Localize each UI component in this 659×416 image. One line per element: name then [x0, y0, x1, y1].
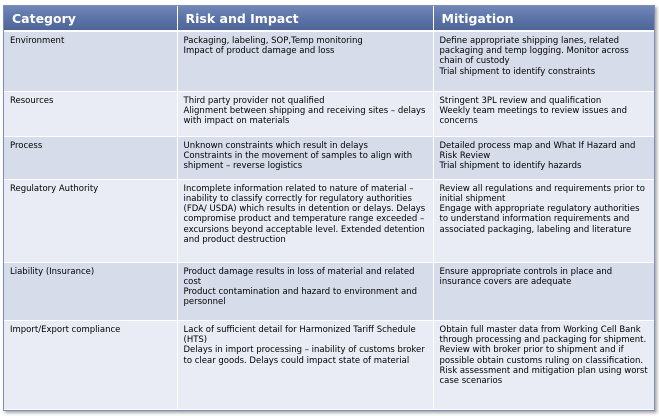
- table-row: [4, 179, 654, 262]
- mitigation-cell: Review all regulations and requirements prior to initial shipment Engage with appropriate regulatory authorities to understand information requirements and associated packaging, labeling and literature: [433, 179, 654, 262]
- risk-cell: Product damage results in loss of material and related cost Product contamination and hazard to environment and personnel: [177, 262, 433, 320]
- table-row: [4, 91, 654, 136]
- mitigation-cell: Ensure appropriate controls in place and insurance covers are adequate: [433, 262, 654, 320]
- category-cell: Import/Export compliance: [4, 320, 177, 409]
- mitigation-cell: Obtain full master data from Working Cell Bank through processing and packaging for shipment. Review with broker prior to shipment and if possible obtain customs ruling on classification. Risk assessment and mitigation plan using worst case scenarios: [433, 320, 654, 409]
- mitigation-cell: Stringent 3PL review and qualification Weekly team meetings to review issues and concerns: [433, 91, 654, 136]
- risk-cell: Packaging, labeling, SOP,Temp monitoring Impact of product damage and loss: [177, 31, 433, 91]
- header-row: [4, 6, 654, 31]
- mitigation-cell: Define appropriate shipping lanes, related packaging and temp logging. Monitor across chain of custody Trial shipment to identify constraints: [433, 31, 654, 91]
- table-row: [4, 320, 654, 409]
- category-cell: Environment: [4, 31, 177, 91]
- risk-cell: Incomplete information related to nature of material – inability to classify correctly for regulatory authorities (FDA/ USDA) which results in detention or delays. Delays compromise product and temperature range exceeded – excursions beyond acceptable level. Extended detention and product destruction: [177, 179, 433, 262]
- risk-table-container: [3, 5, 655, 411]
- mitigation-cell: Detailed process map and What If Hazard and Risk Review Trial shipment to identify hazards: [433, 136, 654, 179]
- header-mitigation: Mitigation: [433, 6, 654, 31]
- header-category: Category: [4, 6, 177, 31]
- table-row: [4, 136, 654, 179]
- risk-mitigation-table: [4, 6, 654, 410]
- category-cell: Regulatory Authority: [4, 179, 177, 262]
- table-row: [4, 262, 654, 320]
- table-row: [4, 31, 654, 91]
- risk-cell: Unknown constraints which result in delays Constraints in the movement of samples to align with shipment – reverse logistics: [177, 136, 433, 179]
- risk-cell: Third party provider not qualified Alignment between shipping and receiving sites – delays with impact on materials: [177, 91, 433, 136]
- category-cell: Resources: [4, 91, 177, 136]
- risk-cell: Lack of sufficient detail for Harmonized Tariff Schedule (HTS) Delays in import processing – inability of customs broker to clear goods. Delays could impact state of material: [177, 320, 433, 409]
- category-cell: Liability (Insurance): [4, 262, 177, 320]
- category-cell: Process: [4, 136, 177, 179]
- header-risk-and-impact: Risk and Impact: [177, 6, 433, 31]
